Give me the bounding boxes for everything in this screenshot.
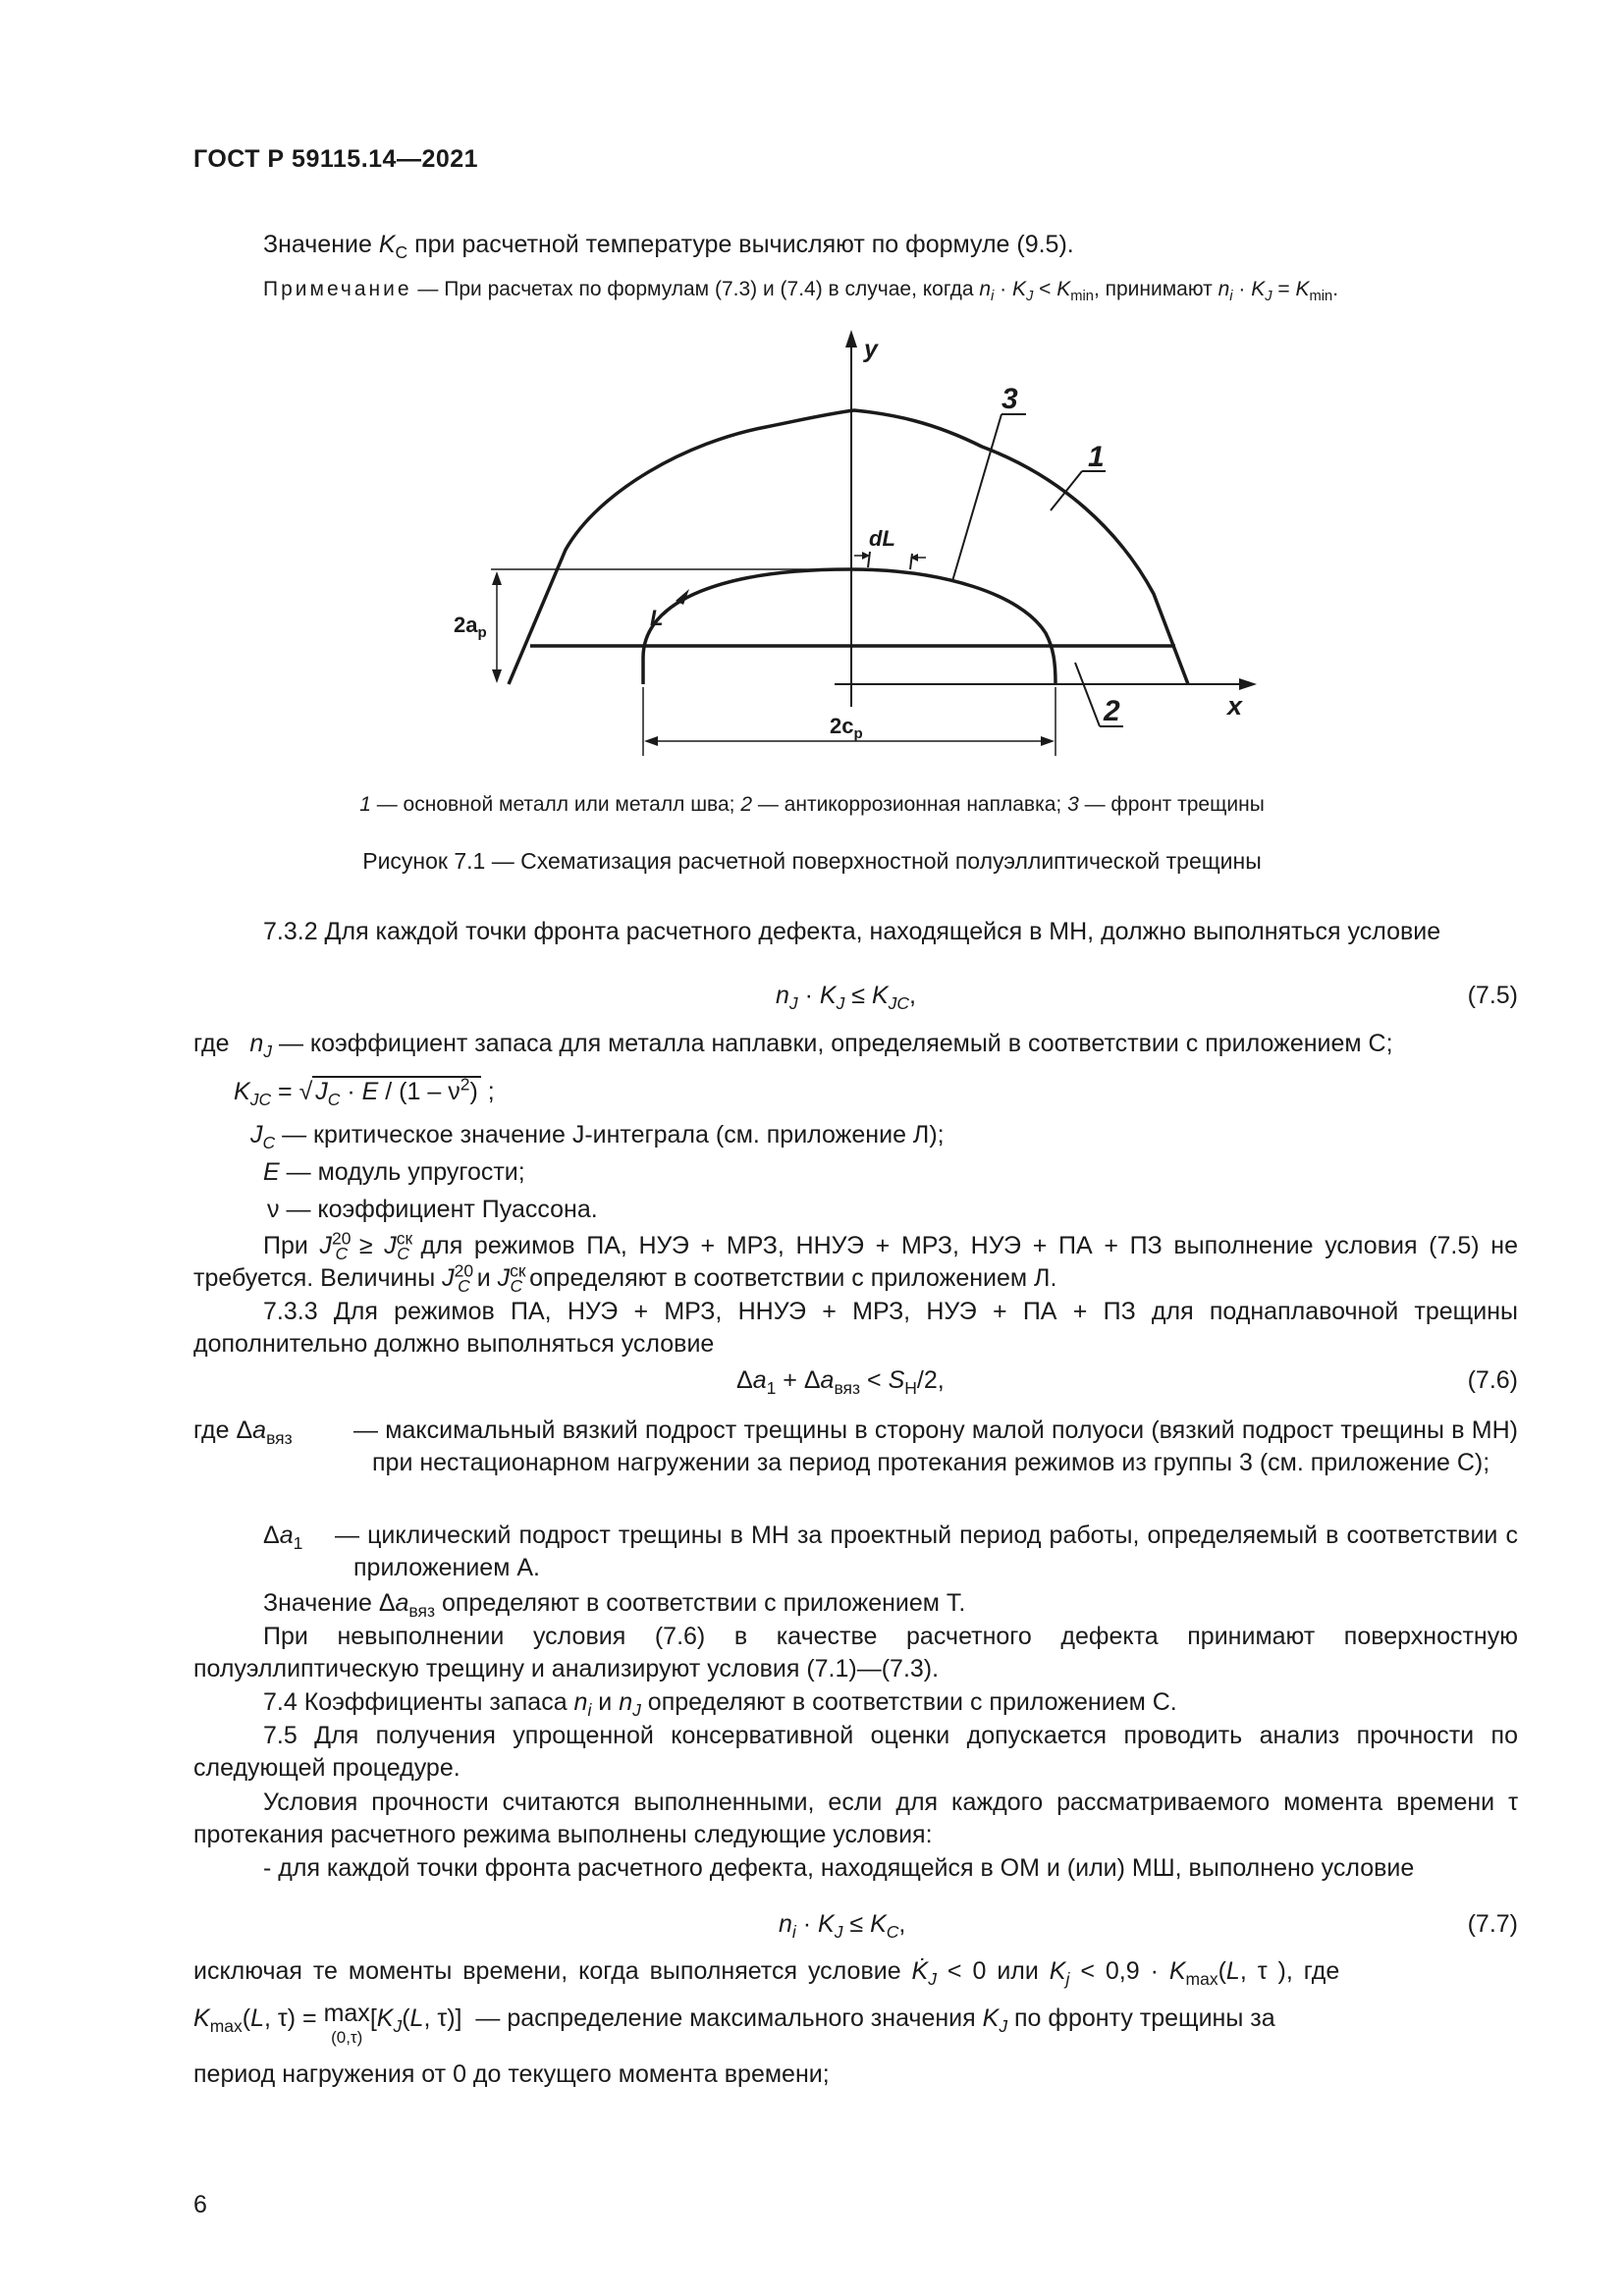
y-axis-arrow-icon bbox=[845, 330, 857, 347]
bullet-condition: - для каждой точки фронта расчетного дефекта, находящейся в ОМ и (или) МШ, выполнено условие bbox=[263, 1854, 1415, 1882]
crack-diagram bbox=[432, 324, 1276, 756]
where-da1-term: $\Delta a_1$ bbox=[263, 1522, 303, 1553]
where-da-vyaz-term: где $\Delta a_{вяз}$ bbox=[193, 1416, 293, 1448]
kmax-definition: $K_{max}(L$, τ) = max $(0,\tau)[K_J(L$, τ)] — распределение максимального значения $K_J$ по фронту трещины за bbox=[193, 2000, 1275, 2047]
strength-conditions: Условия прочности считаются выполненными, если для каждого рассматриваемого момента времени τ протекания расчетного режима выполнены следующие условия: bbox=[193, 1789, 1518, 1848]
equation-7-6-number: (7.6) bbox=[1467, 1366, 1518, 1394]
x-axis-arrow-icon bbox=[1239, 678, 1257, 690]
equation-7-7: $n_i \cdot K_J \le K_C$, bbox=[779, 1910, 906, 1942]
label-3: 3 bbox=[1001, 383, 1018, 415]
where-jc: $J_C$ — критическое значение J-интеграла (см. приложение Л); bbox=[250, 1121, 945, 1152]
page-number: 6 bbox=[193, 2191, 207, 2218]
kc-sentence: Значение $K_C$ при расчетной температуре вычисляют по формуле (9.5). bbox=[263, 231, 1074, 262]
note: Примечание — При расчетах по формулам (7.3) и (7.4) в случае, когда $n_i \cdot K_J < K_{min}$, принимают $n_i \cdot K_J = K_{min}$. bbox=[263, 278, 1339, 305]
label-1: 1 bbox=[1088, 441, 1105, 473]
document-header: ГОСТ Р 59115.14—2021 bbox=[193, 145, 479, 173]
label-L: L bbox=[650, 606, 664, 630]
where-e: E — модуль упругости; bbox=[263, 1158, 525, 1186]
dim-2c: $2c_p$ bbox=[830, 714, 863, 742]
leader-2 bbox=[1075, 663, 1100, 726]
kjc-formula: $K_{JC}$ = √ $J_C \cdot E / (1 - \nu^2)$ ; bbox=[234, 1074, 495, 1109]
equation-7-5: $n_J \cdot K_J \le K_{JC}$, bbox=[776, 982, 916, 1013]
base-metal-outline bbox=[509, 410, 1188, 684]
note-label: Примечание bbox=[263, 278, 412, 300]
label-dL: dL bbox=[869, 526, 895, 551]
figure-legend: 1 — основной металл или металл шва; 2 — антикоррозионная наплавка; 3 — фронт трещины bbox=[359, 793, 1265, 816]
exclusion-line: исключая те моменты времени, когда выполняется условие $K̇_J < 0$ или $K_j < 0,9 \cdot K_{max}(L$, τ ), где bbox=[193, 1957, 1340, 1989]
axis-x-label: x bbox=[1227, 691, 1243, 721]
section-7-5: 7.5 Для получения упрощенной консервативной оценки допускается проводить анализ прочности по следующей процедуре. bbox=[193, 1722, 1518, 1782]
figure-caption: Рисунок 7.1 — Схематизация расчетной поверхностной полуэллиптической трещины bbox=[362, 848, 1262, 874]
fail-condition: При невыполнении условия (7.6) в качестве расчетного дефекта принимают поверхностную полуэллиптическую трещину и анализируют условия (7.1)—(7.3). bbox=[193, 1623, 1518, 1682]
label-2: 2 bbox=[1104, 695, 1120, 727]
crack-front bbox=[643, 569, 1056, 684]
equation-7-7-number: (7.7) bbox=[1467, 1910, 1518, 1938]
leader-3 bbox=[952, 414, 1001, 581]
equation-7-5-number: (7.5) bbox=[1467, 982, 1518, 1009]
where-da-vyaz-desc: — максимальный вязкий подрост трещины в сторону малой полуоси (вязкий подрост трещины в МН) при нестационарном нагружении за период протекания режимов из группы 3 (см. приложение С); bbox=[353, 1416, 1518, 1476]
where-nj: где $n_J$ — коэффициент запаса для металла наплавки, определяемый в соответствии с приложением С; bbox=[193, 1030, 1393, 1061]
where-nu: ν — коэффициент Пуассона. bbox=[267, 1196, 598, 1223]
dim-2a: $2a_p$ bbox=[454, 613, 487, 641]
axis-y-label: y bbox=[864, 336, 878, 363]
para-jc20: При $J^{20}_C \ge J^{ск}_C$ для режимов ПА, НУЭ + МРЗ, ННУЭ + МРЗ, НУЭ + ПА + ПЗ выполнение условия (7.5) не требуется. Величины $J^{20}_C$ и $J^{ск}_C$ определяют в соответствии с приложением Л. bbox=[193, 1228, 1518, 1296]
kmax-definition-cont: период нагружения от 0 до текущего момента времени; bbox=[193, 2060, 830, 2088]
section-7-3-2: 7.3.2 Для каждой точки фронта расчетного дефекта, находящейся в МН, должно выполняться условие bbox=[263, 918, 1441, 945]
value-da-vyaz: Значение $\Delta a_{вяз}$ определяют в соответствии с приложением Т. bbox=[263, 1589, 966, 1621]
section-7-4: 7.4 Коэффициенты запаса $n_i$ и $n_J$ определяют в соответствии с приложением С. bbox=[263, 1688, 1177, 1720]
leader-1 bbox=[1051, 471, 1082, 510]
section-7-3-3: 7.3.3 Для режимов ПА, НУЭ + МРЗ, ННУЭ + МРЗ, НУЭ + ПА + ПЗ для поднаплавочной трещины дополнительно должно выполняться условие bbox=[193, 1298, 1518, 1358]
equation-7-6: $\Delta a_1 + \Delta a_{вяз} < S_H/2$, bbox=[736, 1366, 945, 1398]
where-da1-desc: — циклический подрост трещины в МН за проектный период работы, определяемый в соответствии с приложением А. bbox=[335, 1522, 1518, 1581]
